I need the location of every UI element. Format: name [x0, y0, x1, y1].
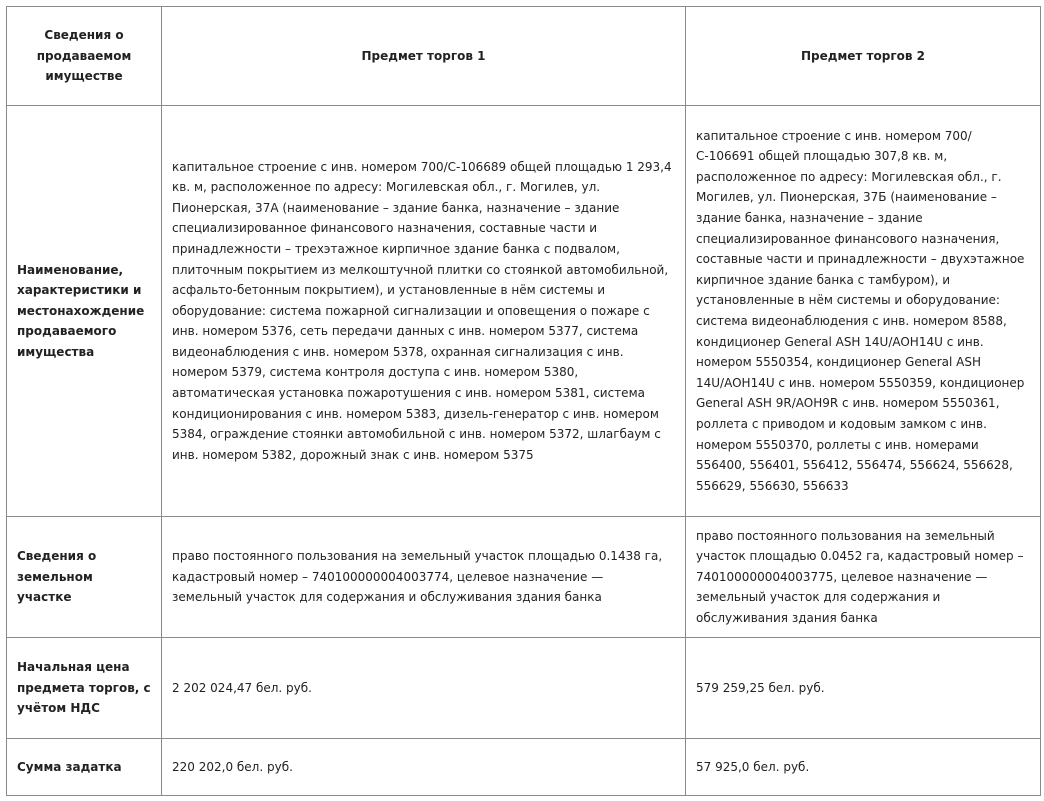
- lot-2-description: капитальное строение с инв. номером 700/С-106691 общей площадью 307,8 кв. м, расположенное по адресу: Могилевская обл., г. Могилев, ул. Пионерская, 37Б (наименование – здание банка, назначение – здание специализированное финансового назначения, составные части и принадлежности – двухэтажное кирпичное здание банка с тамбуром), и установленные в нём системы и оборудование: система видеонаблюдения с инв. номером 8588, кондиционер General ASH 14U/AOH14U с инв. номером 5550354, кондиционер General ASH 14U/AOH14U с инв. номером 5550359, кондиционер General ASH 9R/AOH9R с инв. номером 5550361, роллета с приводом и кодовым замком с инв. номером 5550370, роллеты с инв. номерами 556400, 556401, 556412, 556474, 556624, 556628, 556629, 556630, 556633: [686, 106, 1041, 517]
- lot-1-description: капитальное строение с инв. номером 700/С-106689 общей площадью 1 293,4 кв. м, расположенное по адресу: Могилевская обл., г. Могилев, ул. Пионерская, 37А (наименование – здание банка, назначение – здание специализированное финансового назначения, составные части и принадлежности – трехэтажное кирпичное здание банка с подвалом, плиточным покрытием из мелкоштучной плитки со стоянкой автомобильной, асфальто-бетонным покрытием), и установленные в нём системы и оборудование: система пожарной сигнализации и оповещения о пожаре с инв. номером 5376, сеть передачи данных с инв. номером 5377, система видеонаблюдения с инв. номером 5378, охранная сигнализация с инв. номером 5379, система контроля доступа с инв. номером 5380, автоматическая установка пожаротушения с инв. номером 5381, система кондиционирования с инв. номером 5383, дизель-генератор с инв. номером 5384, ограждение стоянки автомобильной с инв. номером 5372, шлагбаум с инв. номером 5382, дорожный знак с инв. номером 5375: [162, 106, 686, 517]
- table-header-row: [7, 7, 1041, 106]
- row-label-deposit: Сумма задатка: [7, 739, 162, 796]
- table-row-description: [7, 106, 1041, 517]
- lot-2-land: право постоянного пользования на земельный участок площадью 0.0452 га, кадастровый номер – 740100000004003775, целевое назначение — земельный участок для содержания и обслуживания здания банка: [686, 517, 1041, 638]
- table-row-land: [7, 517, 1041, 638]
- row-label-description: Наименование, характеристики и местонахождение продаваемого имущества: [7, 106, 162, 517]
- row-label-start-price: Начальная цена предмета торгов, с учётом НДС: [7, 638, 162, 739]
- lots-table: [6, 6, 1041, 796]
- header-lot-2: Предмет торгов 2: [686, 7, 1041, 106]
- table-row-deposit: [7, 739, 1041, 796]
- header-lot-1: Предмет торгов 1: [162, 7, 686, 106]
- lot-1-start-price: 2 202 024,47 бел. руб.: [162, 638, 686, 739]
- lot-2-deposit: 57 925,0 бел. руб.: [686, 739, 1041, 796]
- table-row-start-price: [7, 638, 1041, 739]
- header-property-info: Сведения о продаваемом имуществе: [7, 7, 162, 106]
- lot-1-land: право постоянного пользования на земельный участок площадью 0.1438 га, кадастровый номер – 740100000004003774, целевое назначение — земельный участок для содержания и обслуживания здания банка: [162, 517, 686, 638]
- lot-1-deposit: 220 202,0 бел. руб.: [162, 739, 686, 796]
- row-label-land: Сведения о земельном участке: [7, 517, 162, 638]
- lot-2-start-price: 579 259,25 бел. руб.: [686, 638, 1041, 739]
